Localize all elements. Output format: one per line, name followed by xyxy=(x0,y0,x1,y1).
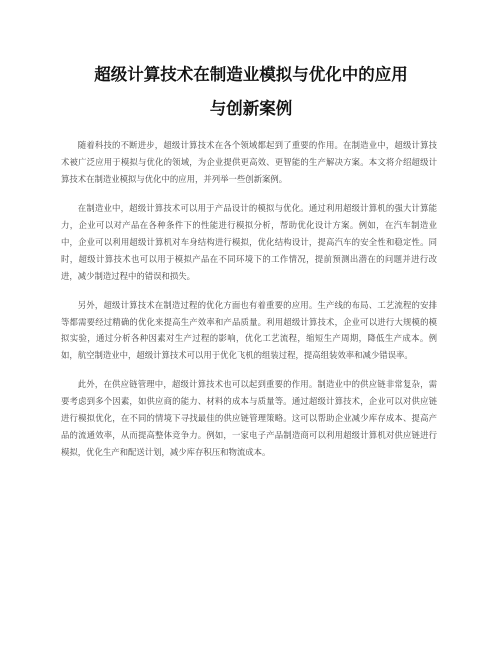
paragraph-supply-chain: 此外，在供应链管理中，超级计算技术也可以起到重要的作用。制造业中的供应链非常复杂，需要考虑到多个因素，如供应商的能力、材料的成本与质量等。通过超级计算技术，企业可以对供应链进行模拟优化，在不同的情境下寻找最佳的供应链管理策略。这可以帮助企业减少库存成本、提高产品的流通效率，从而提高整体竞争力。例如，一家电子产品制造商可以利用超级计算机对供应链进行模拟，优化生产和配送计划，减少库存积压和物流成本。 xyxy=(61,379,437,458)
paragraph-process-optimization: 另外，超级计算技术在制造过程的优化方面也有着重要的应用。生产线的布局、工艺流程的安排等都需要经过精确的优化来提高生产效率和产品质量。利用超级计算技术，企业可以进行大规模的模拟实验，通过分析各种因素对生产过程的影响，优化工艺流程，缩短生产周期，降低生产成本。例如，航空制造业中，超级计算技术可以用于优化飞机的组装过程，提高组装效率和减少错误率。 xyxy=(61,299,437,361)
document-body xyxy=(61,137,437,461)
document-title-line-2: 与创新案例 xyxy=(209,99,293,118)
paragraph-product-design: 在制造业中，超级计算技术可以用于产品设计的模拟与优化。通过利用超级计算机的强大计算能力，企业可以对产品在各种条件下的性能进行模拟分析，帮助优化设计方案。例如，在汽车制造业中，企业可以利用超级计算机对车身结构进行模拟，优化结构设计，提高汽车的安全性和稳定性。同时，超级计算技术也可以用于模拟产品在不同环境下的工作情况，提前预测出潜在的问题并进行改进，减少制造过程中的错误和损失。 xyxy=(61,202,437,281)
paragraph-intro: 随着科技的不断进步，超级计算技术在各个领域都起到了重要的作用。在制造业中，超级计算技术被广泛应用于模拟与优化的领域，为企业提供更高效、更智能的生产解决方案。本文将介绍超级计算技术在制造业模拟与优化中的应用，并列举一些创新案例。 xyxy=(61,140,437,184)
document-title-line-1: 超级计算技术在制造业模拟与优化中的应用 xyxy=(94,65,408,84)
